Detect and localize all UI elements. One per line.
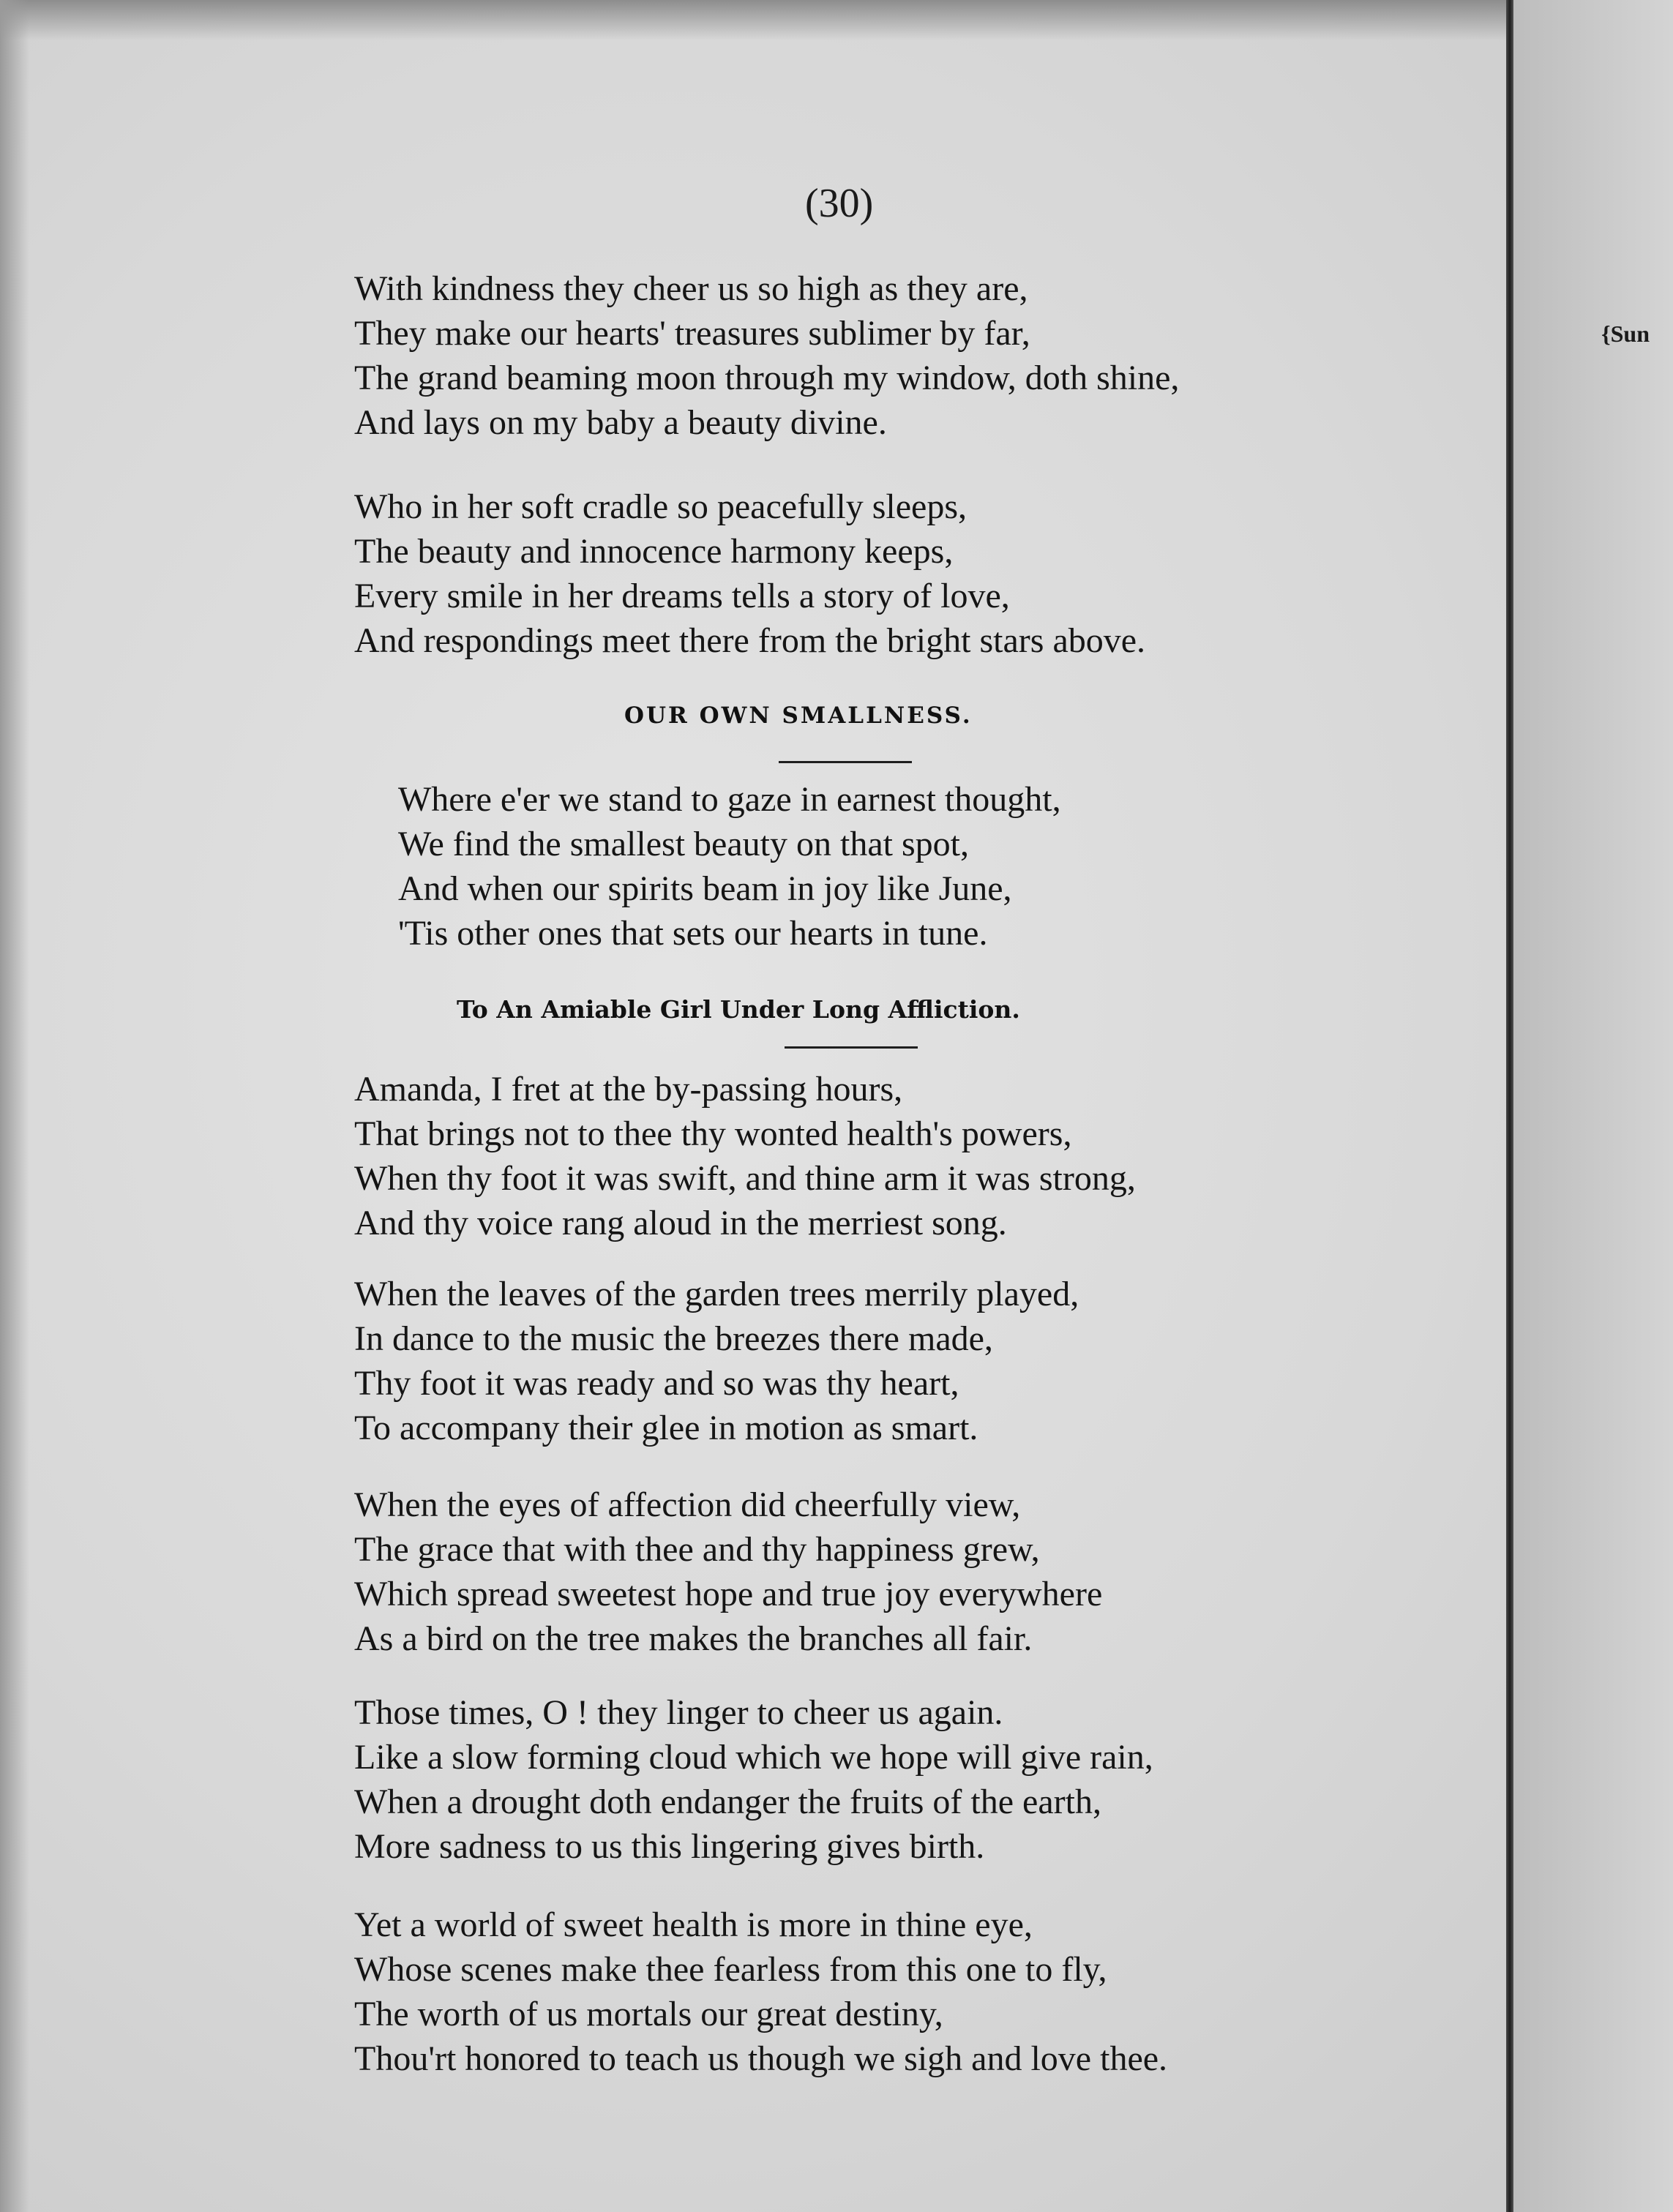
poem-line: Like a slow forming cloud which we hope will give rain,	[354, 1738, 1153, 1777]
title-rule	[785, 1046, 918, 1049]
poem-title: To An Amiable Girl Under Long Affliction.	[457, 995, 1020, 1024]
stanza	[354, 1902, 1167, 2081]
poem-line: Yet a world of sweet health is more in thine eye,	[354, 1905, 1033, 1944]
poem-line: The beauty and innocence harmony keeps,	[354, 532, 954, 571]
page-top-shadow	[0, 0, 1673, 40]
facing-page-fragment: {Sun	[1601, 320, 1650, 347]
poem-line: Whose scenes make thee fearless from this one to fly,	[354, 1950, 1107, 1989]
stanza	[398, 777, 1061, 956]
poem-line: We find the smallest beauty on that spot,	[398, 825, 969, 863]
poem-line: That brings not to thee thy wonted health's powers,	[354, 1114, 1072, 1153]
poem-line: And thy voice rang aloud in the merriest song.	[354, 1204, 1007, 1242]
poem-line: To accompany their glee in motion as smart.	[354, 1409, 978, 1447]
page-left-shadow	[0, 0, 29, 2212]
poem-line: And when our spirits beam in joy like June,	[398, 869, 1012, 908]
poem-line: As a bird on the tree makes the branches all fair.	[354, 1619, 1033, 1658]
poem-line: When the leaves of the garden trees merrily played,	[354, 1275, 1079, 1313]
poem-line: In dance to the music the breezes there made,	[354, 1319, 993, 1358]
poem-line: When thy foot it was swift, and thine arm it was strong,	[354, 1159, 1136, 1198]
poem-line: The grace that with thee and thy happiness grew,	[354, 1530, 1040, 1569]
poem-line: The grand beaming moon through my window, doth shine,	[354, 359, 1180, 397]
poem-line: They make our hearts' treasures sublimer by far,	[354, 314, 1030, 353]
poem-line: Thy foot it was ready and so was thy heart,	[354, 1364, 959, 1403]
poem-line: Those times, O ! they linger to cheer us again.	[354, 1693, 1003, 1732]
page-fold-line	[1506, 0, 1513, 2212]
poem-line: More sadness to us this lingering gives birth.	[354, 1827, 985, 1866]
stanza	[354, 266, 1179, 445]
poem-line: Every smile in her dreams tells a story of love,	[354, 577, 1010, 615]
poem-line: With kindness they cheer us so high as they are,	[354, 269, 1028, 308]
poem-line: 'Tis other ones that sets our hearts in tune.	[398, 914, 988, 953]
poem-line: Where e'er we stand to gaze in earnest thought,	[398, 780, 1061, 819]
poem-line: Thou'rt honored to teach us though we sigh and love thee.	[354, 2039, 1168, 2078]
stanza	[354, 484, 1145, 663]
stanza	[354, 1272, 1079, 1450]
page-number: (30)	[805, 181, 874, 226]
poem-line: The worth of us mortals our great destiny,	[354, 1995, 943, 2033]
poem-line: Which spread sweetest hope and true joy everywhere	[354, 1575, 1103, 1613]
poem-line: And lays on my baby a beauty divine.	[354, 403, 887, 442]
stanza	[354, 1482, 1102, 1661]
poem-line: Who in her soft cradle so peacefully sleeps,	[354, 487, 968, 526]
poem-line: And respondings meet there from the bright stars above.	[354, 621, 1146, 660]
stanza	[354, 1690, 1153, 1869]
title-rule	[779, 761, 912, 763]
poem-line: When a drought doth endanger the fruits of the earth,	[354, 1782, 1101, 1821]
poem-line: Amanda, I fret at the by-passing hours,	[354, 1070, 903, 1109]
poem-line: When the eyes of affection did cheerfully view,	[354, 1485, 1021, 1524]
poem-title: OUR OWN SMALLNESS.	[624, 702, 973, 729]
stanza	[354, 1067, 1136, 1245]
